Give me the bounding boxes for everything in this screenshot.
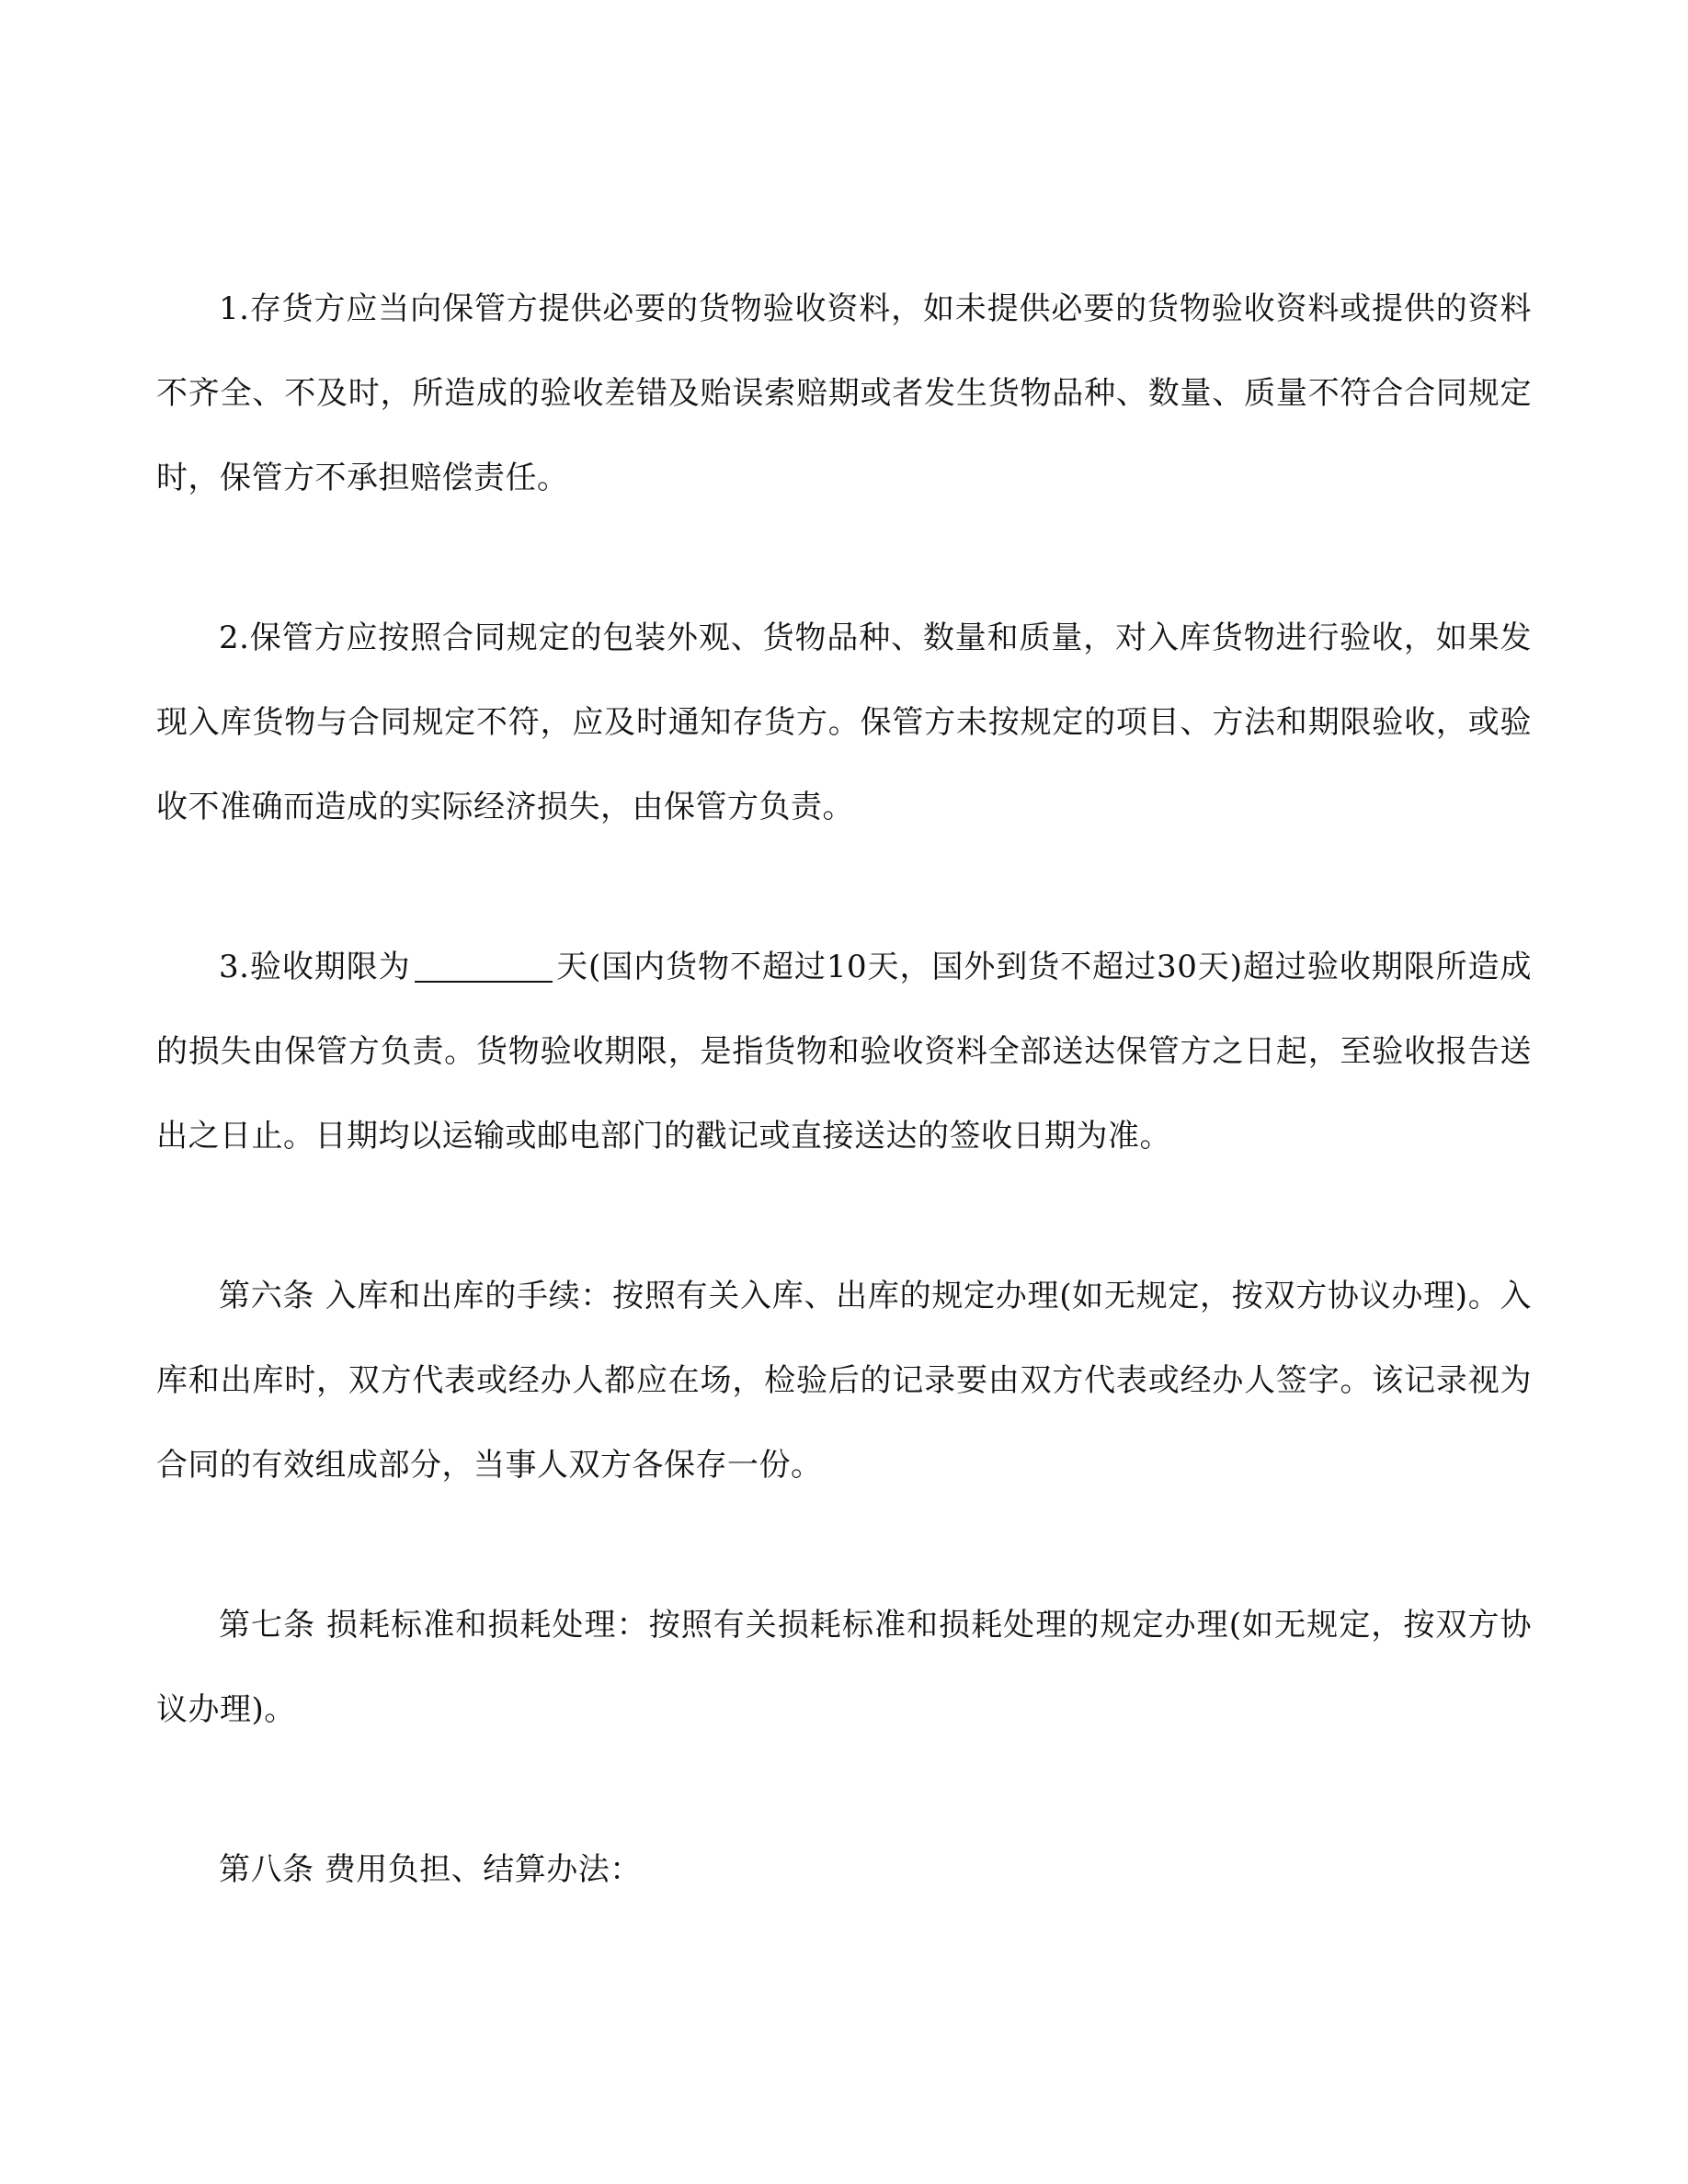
document-page xyxy=(156,267,1532,1912)
acceptance-period-rest: 天(国内货物不超过10天，国外到货不超过30天)超过验收期限所造成的损失由保管方负责。货物验收期限，是指货物和验收资料全部送达保管方之日起，至验收报告送出之日止。日期均以运输或邮电部门的戳记或直接送达的签收日期为准。 xyxy=(156,949,1532,1155)
acceptance-days-blank[interactable] xyxy=(415,950,553,983)
clause-acceptance-period xyxy=(156,925,1532,1178)
clause-acceptance-materials: 1.存货方应当向保管方提供必要的货物验收资料，如未提供必要的货物验收资料或提供的资料不齐全、不及时，所造成的验收差错及贻误索赔期或者发生货物品种、数量、质量不符合合同规定时，保管方不承担赔偿责任。 xyxy=(156,290,1532,496)
clause-acceptance-inspection: 2.保管方应按照合同规定的包装外观、货物品种、数量和质量，对入库货物进行验收，如果发现入库货物与合同规定不符，应及时通知存货方。保管方未按规定的项目、方法和期限验收，或验收不准确而造成的实际经济损失，由保管方负责。 xyxy=(156,620,1532,825)
article-seven-loss-handling: 第七条 损耗标准和损耗处理：按照有关损耗标准和损耗处理的规定办理(如无规定，按双方协议办理)。 xyxy=(156,1607,1532,1728)
article-eight-fees-settlement: 第八条 费用负担、结算办法： xyxy=(219,1851,642,1888)
acceptance-period-lead: 3.验收期限为 xyxy=(219,949,411,985)
article-six-inbound-outbound: 第六条 入库和出库的手续：按照有关入库、出库的规定办理(如无规定，按双方协议办理)。入库和出库时，双方代表或经办人都应在场，检验后的记录要由双方代表或经办人签字。该记录视为合同的有效组成部分，当事人双方各保存一份。 xyxy=(156,1278,1532,1484)
